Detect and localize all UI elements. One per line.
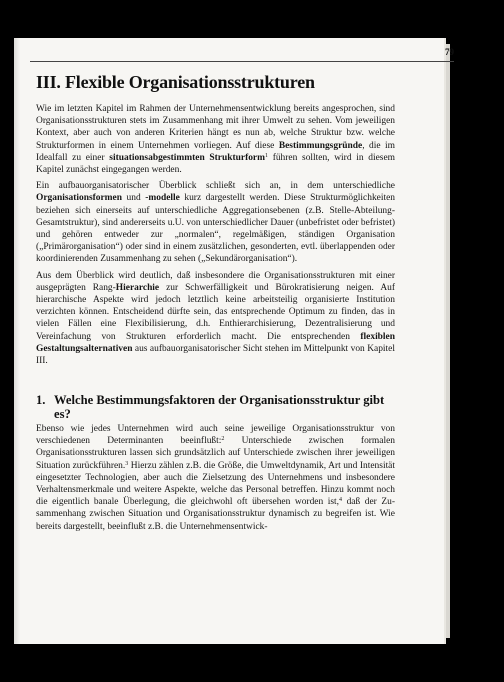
section-text [36, 423, 395, 537]
section-heading [36, 394, 395, 421]
chapter-intro-text [36, 103, 395, 371]
text-run: , die im Idealfall zu einer [36, 140, 395, 163]
text-run: kurz dargestellt werden. Diese Strukturmöglichkeiten beziehen sich einerseits auf unterschiedliche Aggregationsebenen (z.B. Stelle-Abteilung-Gesamtstruktur), sind andererseits u.U. von unterschiedlicher Dauer (unbefristet oder befristet) und gehören entweder zur „normalen“, regelmäßigen, ständigen Organisation („Primärorganisation“) oder sind in einem zusätzlichen, gesonderten, evtl. überlappenden oder koordinierenden Zusammenhang zu sehen („Sekundärorganisation“). [36, 193, 396, 265]
footnote-ref: 1 [265, 152, 268, 159]
chapter-title: III. Flexible Organisationsstrukturen [36, 72, 315, 92]
emphasis-text: Hierarchie [115, 282, 160, 293]
emphasis-text: situationsabgestimmten Strukturform [109, 152, 265, 163]
text-run: Ebenso wie jedes Unternehmen wird auch seine jeweilige Organisationsstruktur von verschiedenen Determinanten beeinflußt: [36, 424, 395, 447]
text-run: Unterschiede zwischen formalen Organisationsstrukturen lassen sich grundsätzlich auf Unterschiede zwischen ihrer jeweiligen Situation zurückführen. [36, 436, 395, 471]
text-run: Aus dem Überblick wird deutlich, daß insbesondere die Organisationsstrukturen mit einer ausgeprägten Rang- [36, 270, 395, 293]
text-run: führen sollten, wird in diesem Kapitel zunächst eingegangen werden. [36, 152, 395, 176]
footnote-ref: 2 [221, 436, 225, 443]
text-run: aus aufbauorganisatorischer Sicht stehen im Mittelpunkt von Kapitel III. [36, 343, 395, 367]
emphasis-text: -modelle [145, 193, 180, 204]
text-run: und [121, 193, 146, 204]
text-run: Ein aufbauorganisatorischer Überblick schließt sich an, in dem unterschiedliche [36, 181, 395, 192]
section-number: 1. [36, 393, 46, 407]
emphasis-text: Bestimmungsgründe [278, 140, 363, 151]
section-title: Welche Bestimmungsfaktoren der Organisationsstruktur gibt es? [54, 393, 385, 421]
footnote-ref: 4 [339, 497, 343, 504]
page-number: 79 [445, 47, 454, 57]
text-run: daß der Zusammenhang zwischen Situation und Organisationsstruktur dynamisch zu begreifen ist. Wie bereits dargestellt, beeinflußt z.B. die Unternehmensentwick- [36, 497, 396, 532]
paragraph [36, 103, 395, 176]
paragraph [36, 270, 395, 368]
paragraph [36, 180, 395, 265]
text-run: Wie im letzten Kapitel im Rahmen der Unternehmensentwicklung bereits angesprochen, sind Organisationsstrukturen stets im Zusammenhang mit ihrer Umwelt zu sehen. Vom jeweiligen Kontext, aber auch von anderen Kriterien hängt es nun ab, welche Struktur bzw. welche Strukturformen in einem Unternehmen vorliegen. Auf diese [36, 104, 395, 151]
page-fold-shadow [14, 38, 20, 644]
text-run: Hierzu zählen z.B. die Größe, die Umweltdynamik, Art und Intensität eingesetzter Technologien, aber auch die Zielsetzung des Unternehmens und insbesondere Verhaltensmerkmale und weitere Aspekte, welche das Personal betreffen. Hinzu kommt noch die eigentlich banale Überlegung, die gleichwohl oft übersehen worden ist, [36, 460, 395, 508]
page-edge [444, 44, 450, 638]
footnote-ref: 3 [125, 460, 129, 467]
emphasis-text: flexiblen Gestaltungsalternativen [36, 331, 395, 354]
emphasis-text: Organisationsformen [36, 193, 122, 204]
paragraph [36, 423, 395, 533]
text-run: zur Schwerfälligkeit und Bürokratisierung neigen. Auf hierarchische Aspekte wird jedoch letztlich keine arbeitsteilig organisierte Institution verzichten können. Entscheidend dürfte sein, das entsprechende Optimum zu finden, das in vielen Fällen eine Flexibilisierung, d.h. Enthierarchisierung, Dezentralisierung und Vereinfachung von Strukturen erforderlich macht. Die entsprechenden [36, 282, 395, 342]
running-header [30, 47, 454, 62]
